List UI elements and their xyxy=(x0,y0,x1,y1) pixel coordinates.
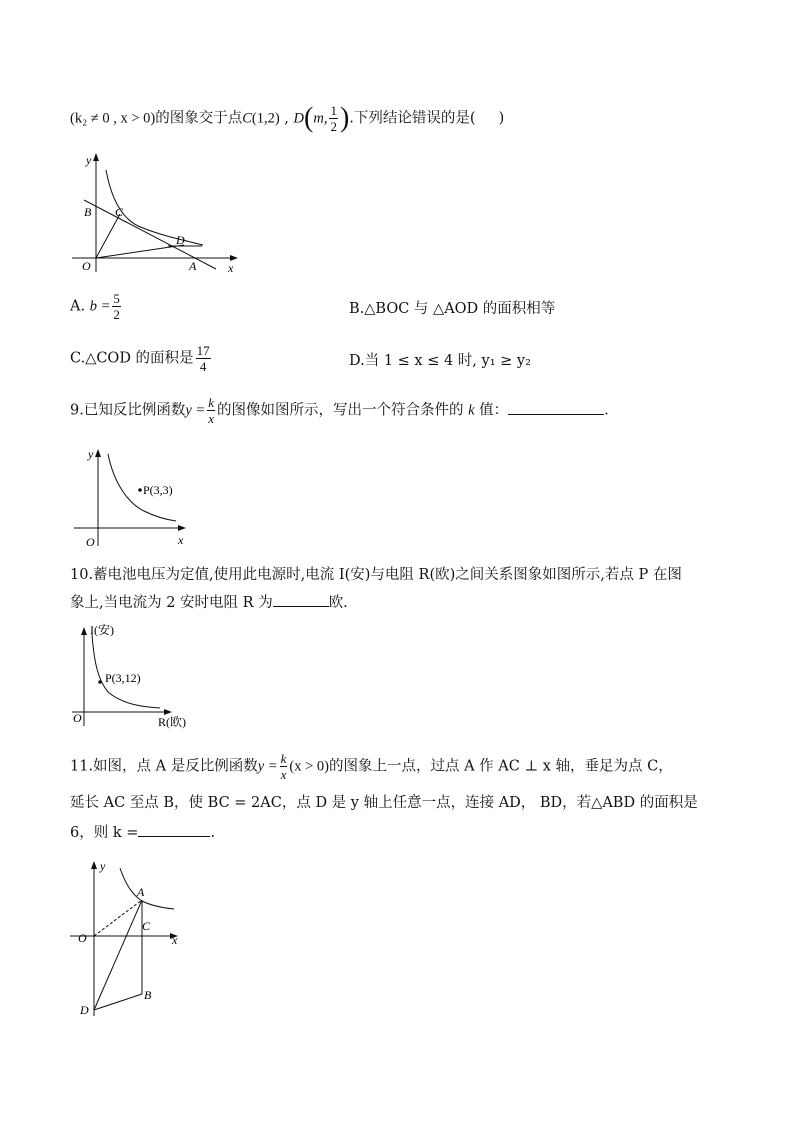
q9-figure xyxy=(74,444,194,550)
q9-fig-y-label: y xyxy=(88,447,94,461)
q8-fig-o-label: O xyxy=(82,259,91,273)
q11-stem-line2: 延长 AC 至点 B，使 BC = 2AC，点 D 是 y 轴上任意一点，连接 AD， BD，若△ABD 的面积是 xyxy=(70,795,698,811)
q11-answer-blank[interactable] xyxy=(138,836,210,837)
q10-figure xyxy=(72,622,202,730)
q11-fig-b-label: B xyxy=(144,988,152,1002)
q10-fig-x-label: R(欧) xyxy=(158,715,186,729)
q10-fig-y-label: I(安) xyxy=(90,623,114,637)
q8-fig-x-label: x xyxy=(228,261,234,275)
q9-answer-blank[interactable] xyxy=(508,414,604,415)
q8-point-d-label: D xyxy=(293,110,305,127)
q11-fig-o-label: O xyxy=(78,931,87,945)
q10-stem-line2: 象上,当电流为 2 安时电阻 R 为 欧. xyxy=(70,595,348,611)
q8-fig-c-label: C xyxy=(115,205,124,219)
q10-answer-blank[interactable] xyxy=(273,606,329,607)
q11-fig-x-label: x xyxy=(172,933,178,947)
q11-figure xyxy=(70,856,190,1020)
q10-fig-o-label: O xyxy=(73,711,82,725)
q8-option-c[interactable]: C.△COD 的面积是 $\frac{17}{4}$ xyxy=(70,343,210,374)
q9-fig-p-label: P(3,3) xyxy=(143,483,173,497)
q11-fig-a-label: A xyxy=(137,885,145,899)
q8-question-tail: .下列结论错误的是( xyxy=(349,110,476,127)
q8-answer-paren-close: ) xyxy=(498,110,505,127)
q11-stem-line3: 6，则 k = . xyxy=(70,825,215,841)
q10-stem-line1: 10.蓄电池电压为定值,使用此电源时,电流 I(安)与电阻 R(欧)之间关系图象如图所示,若点 P 在图 xyxy=(70,567,682,583)
q8-option-b[interactable]: B.△BOC 与 △AOD 的面积相等 xyxy=(349,301,556,317)
q8-condition: (k₂ ≠ 0 , x > 0) xyxy=(70,110,156,127)
q10-fig-p-label: P(3,12) xyxy=(105,671,141,685)
q8-stem-line: (k₂ ≠ 0 , x > 0)的图象交于点C(1,2) , D(m, $\frac{1}{2}$ ).下列结论错误的是( ) xyxy=(70,102,505,134)
q8-point-d-m: m, xyxy=(313,110,328,127)
q8-figure xyxy=(68,148,248,278)
q11-fig-c-label: C xyxy=(142,919,151,933)
q9-fig-o-label: O xyxy=(86,535,95,549)
q8-fig-b-label: B xyxy=(84,205,92,219)
q8-point-d-fraction: $\frac{1}{2}$ xyxy=(330,103,337,134)
q8-fig-d-label: D xyxy=(176,233,185,247)
q8-option-d[interactable]: D.当 1 ≤ x ≤ 4 时, y₁ ≥ y₂ xyxy=(349,353,531,369)
q11-fig-d-label: D xyxy=(80,1003,89,1017)
q9-stem: 9.已知反比例函数y = $\frac{k}{x}$ 的图像如图所示，写出一个符合条件的 k 值： . xyxy=(70,395,609,426)
q8-option-a[interactable]: A. b = $\frac{5}{2}$ xyxy=(70,291,120,322)
q8-point-c-label: C xyxy=(242,110,252,127)
q8-fig-a-label: A xyxy=(189,259,197,273)
q9-fig-x-label: x xyxy=(178,533,184,547)
q8-fig-y-label: y xyxy=(86,153,92,167)
q8-intro-text: 的图象交于点 xyxy=(155,110,243,127)
q11-stem-line1: 11.如图，点 A 是反比例函数y = $\frac{k}{x}$ (x > 0)的图象上一点，过点 A 作 AC ⊥ x 轴，垂足为点 C， xyxy=(70,751,673,782)
q11-fig-y-label: y xyxy=(100,859,106,873)
q8-point-c-coords: (1,2) xyxy=(251,110,280,127)
